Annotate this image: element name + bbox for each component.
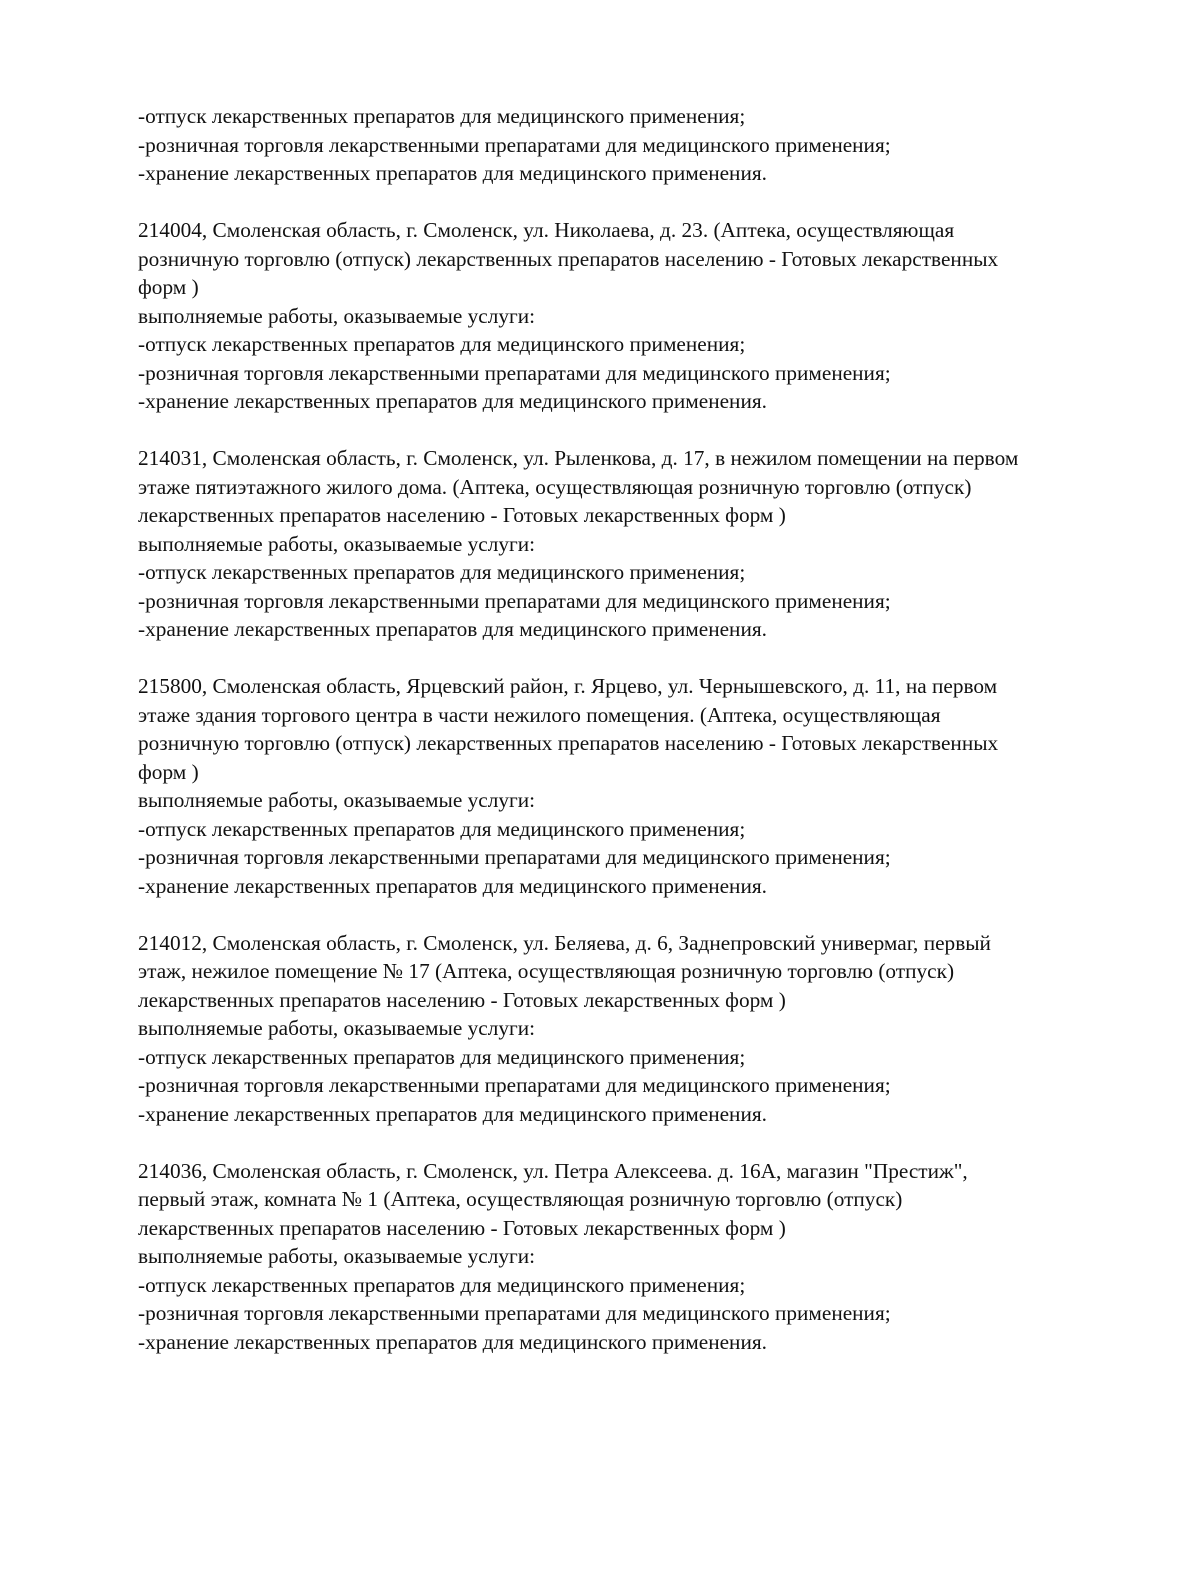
intro-services-block [138,102,1138,188]
service-line: -розничная торговля лекарственными препаратами для медицинского применения; [138,845,891,869]
service-line: -розничная торговля лекарственными препаратами для медицинского применения; [138,132,891,157]
address-line: лекарственных препаратов населению - Готовых лекарственных форм ) [138,987,786,1012]
pharmacy-entry [138,216,1138,416]
address-line: форм ) [138,275,199,299]
service-line: -розничная торговля лекарственными препаратами для медицинского применения; [138,588,891,613]
service-line: -хранение лекарственных препаратов для медицинского применения. [138,1101,767,1126]
address-line: 214004, Смоленская область, г. Смоленск, ул. Николаева, д. 23. (Аптека, осуществляющая [138,218,955,242]
address-line: розничную торговлю (отпуск) лекарственных препаратов населению - Готовых лекарственных [138,246,999,271]
services-heading: выполняемые работы, оказываемые услуги: [138,531,536,556]
service-line: -отпуск лекарственных препаратов для медицинского применения; [138,816,746,841]
services-heading: выполняемые работы, оказываемые услуги: [138,1016,536,1040]
pharmacy-entry [138,444,1138,644]
address-line: 214036, Смоленская область, г. Смоленск, ул. Петра Алексеева. д. 16А, магазин "Престиж", [138,1158,968,1183]
address-line: первый этаж, комната № 1 (Аптека, осуществляющая розничную торговлю (отпуск) [138,1187,903,1211]
address-line: этаже пятиэтажного жилого дома. (Аптека, осуществляющая розничную торговлю (отпуск) [138,474,972,499]
document-body [138,102,1138,1385]
pharmacy-entry [138,672,1138,900]
address-line: лекарственных препаратов населению - Готовых лекарственных форм ) [138,1215,786,1240]
service-line: -розничная торговля лекарственными препаратами для медицинского применения; [138,360,891,385]
services-heading: выполняемые работы, оказываемые услуги: [138,303,536,328]
service-line: -отпуск лекарственных препаратов для медицинского применения; [138,1044,746,1069]
service-line: -розничная торговля лекарственными препаратами для медицинского применения; [138,1073,891,1097]
address-line: лекарственных препаратов населению - Готовых лекарственных форм ) [138,503,786,527]
address-line: 214012, Смоленская область, г. Смоленск, ул. Беляева, д. 6, Заднепровский универмаг, первый [138,930,991,955]
address-line: этаже здания торгового центра в части нежилого помещения. (Аптека, осуществляющая [138,702,941,727]
address-line: форм ) [138,759,199,784]
services-heading: выполняемые работы, оказываемые услуги: [138,788,536,812]
service-line: -розничная торговля лекарственными препаратами для медицинского применения; [138,1301,891,1325]
address-line: 214031, Смоленская область, г. Смоленск, ул. Рыленкова, д. 17, в нежилом помещении на первом [138,446,1019,470]
service-line: -отпуск лекарственных препаратов для медицинского применения; [138,1272,746,1297]
address-line: 215800, Смоленская область, Ярцевский район, г. Ярцево, ул. Чернышевского, д. 11, на первом [138,674,998,698]
service-line: -отпуск лекарственных препаратов для медицинского применения; [138,560,746,584]
service-line: -хранение лекарственных препаратов для медицинского применения. [138,1329,767,1354]
pharmacy-entry [138,929,1138,1129]
address-line: этаж, нежилое помещение № 17 (Аптека, осуществляющая розничную торговлю (отпуск) [138,959,955,983]
address-line: розничную торговлю (отпуск) лекарственных препаратов населению - Готовых лекарственных [138,731,999,755]
service-line: -хранение лекарственных препаратов для медицинского применения. [138,873,767,898]
service-line: -хранение лекарственных препаратов для медицинского применения. [138,617,767,641]
service-line: -отпуск лекарственных препаратов для медицинского применения; [138,104,746,128]
service-line: -отпуск лекарственных препаратов для медицинского применения; [138,332,746,356]
services-heading: выполняемые работы, оказываемые услуги: [138,1244,536,1268]
service-line: -хранение лекарственных препаратов для медицинского применения. [138,389,767,413]
pharmacy-entry [138,1157,1138,1357]
service-line: -хранение лекарственных препаратов для медицинского применения. [138,161,767,185]
